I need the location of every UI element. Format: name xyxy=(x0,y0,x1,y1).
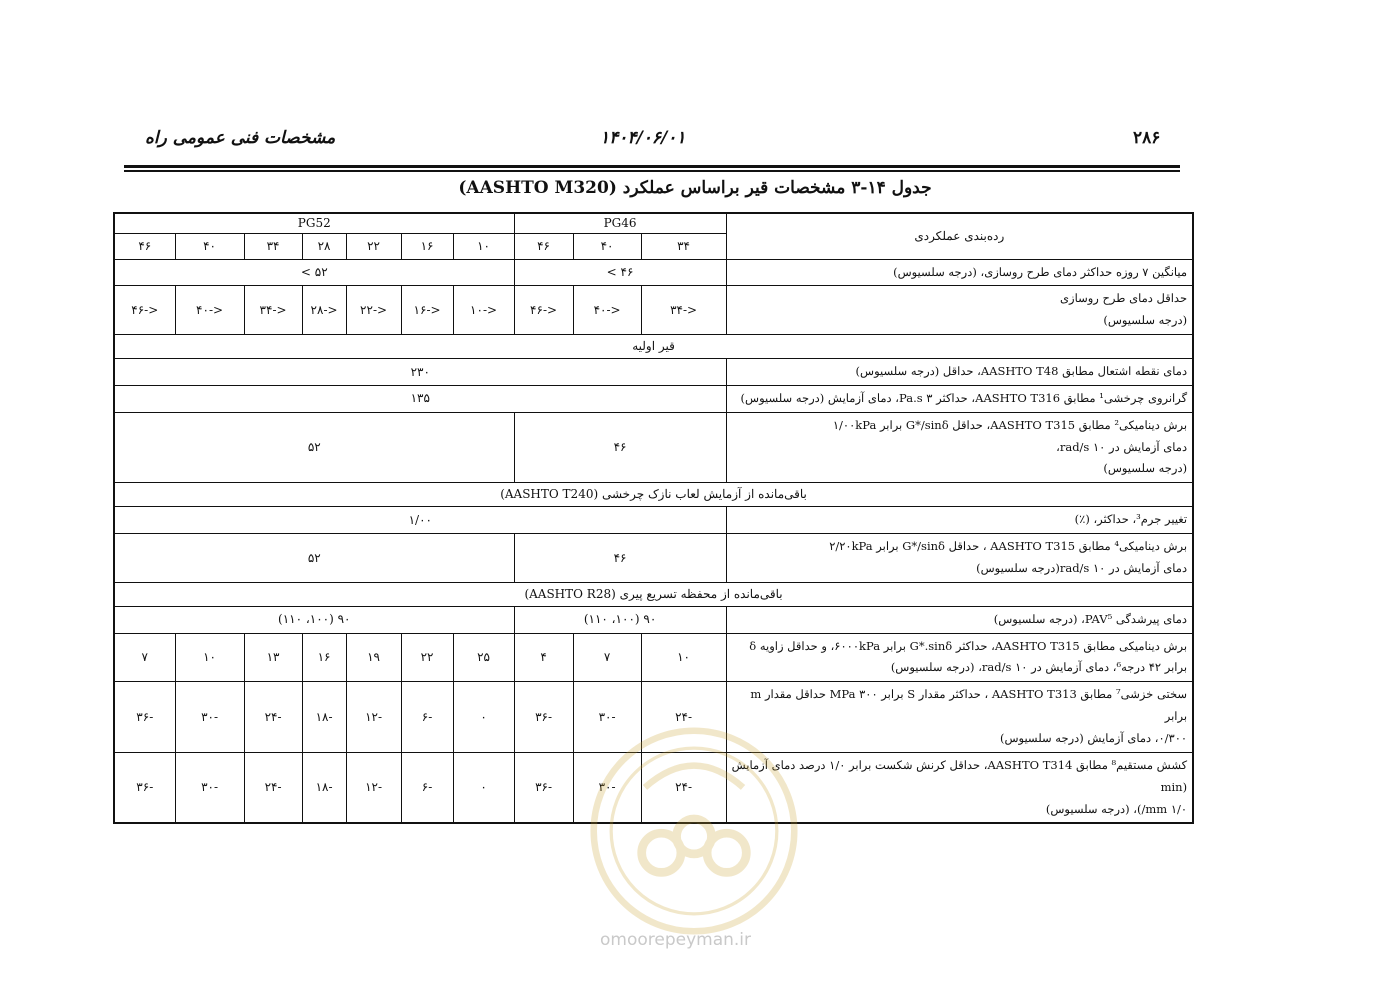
dsr-rtfo-label-line: دمای آزمایش در ۱۰ rad/s(درجه سلسیوس) xyxy=(976,560,1188,575)
grade-cell: ۴۰ xyxy=(175,233,244,259)
dsr-pav-label-line: برش دینامیکی مطابق AASHTO T315، حداکثر G*.sinδ برابر ۶۰۰۰kPa، و حداقل زاویه δ xyxy=(749,638,1188,653)
dsr-pav-cell: ۱۳ xyxy=(244,633,302,682)
dsr-rtfo-pg52: ۵۲ xyxy=(114,534,514,583)
dsr-pav-label xyxy=(726,633,1193,682)
dsr-original-label xyxy=(726,412,1193,483)
creep-stiffness-cell: ۰ xyxy=(453,682,514,753)
document-date: ۱۴۰۴/۰۶/۰۱ xyxy=(600,128,686,148)
dsr-pav-label-line: برابر ۴۲ درجه⁶، دمای آزمایش در ۱۰ rad/s، (درجه سلسیوس) xyxy=(890,660,1188,675)
pav-pg46: ۹۰ (۱۰۰، ۱۱۰) xyxy=(514,606,726,633)
min-temp-cell: <-۳۴ xyxy=(244,286,302,335)
header-rule xyxy=(124,165,1180,168)
creep-stiffness-cell: -۳۰ xyxy=(573,682,641,753)
flash-point-label: دمای نقطه اشتعال مطابق AASHTO T48، حداقل (درجه سلسیوس) xyxy=(726,359,1193,386)
grade-cell: ۲۲ xyxy=(346,233,401,259)
grade-cell: ۴۶ xyxy=(514,233,573,259)
grade-cell: ۴۶ xyxy=(114,233,175,259)
min-temp-cell: <-۴۶ xyxy=(114,286,175,335)
creep-stiffness-cell: -۱۸ xyxy=(302,682,346,753)
direct-tension-cell: ۰ xyxy=(453,752,514,823)
direct-tension-label-line: کشش مستقیم⁸ مطابق AASHTO T314، حداقل کرنش شکست برابر ۱/۰ درصد دمای آزمایش (min xyxy=(731,757,1188,794)
dsr-pav-cell: ۷ xyxy=(573,633,641,682)
creep-stiffness-label-line: سختی خزشی⁷ مطابق AASHTO T313 ، حداکثر مقدار S برابر ۳۰۰ MPa حداقل مقدار m برابر xyxy=(750,687,1188,724)
direct-tension-cell: -۱۲ xyxy=(346,752,401,823)
section-pav: باقی‌مانده از محفظه تسریع پیری (AASHTO R28) xyxy=(114,582,1193,606)
table-title: جدول ۱۴-۳ مشخصات قیر براساس عملکرد (AASHTO M320) xyxy=(458,178,932,198)
creep-stiffness-cell: -۶ xyxy=(401,682,453,753)
direct-tension-cell: -۳۰ xyxy=(573,752,641,823)
dsr-pav-cell: ۲۵ xyxy=(453,633,514,682)
min-temp-cell: <-۳۴ xyxy=(641,286,726,335)
min-temp-cell: <-۱۶ xyxy=(401,286,453,335)
direct-tension-label-line: ۱/۰ mm/)، (درجه سلسیوس) xyxy=(1045,801,1188,816)
dsr-original-label-line: برش دینامیکی² مطابق AASHTO T315، حداقل G*/sinδ برابر ۱/۰۰kPa xyxy=(832,417,1188,432)
min-temp-cell: <-۴۰ xyxy=(175,286,244,335)
section-original-binder: قیر اولیه xyxy=(114,335,1193,359)
creep-stiffness-cell: -۳۰ xyxy=(175,682,244,753)
page-number: ۲۸۶ xyxy=(1133,128,1161,148)
min-temp-label-line: حداقل دمای طرح روسازی xyxy=(1060,291,1188,306)
grade-cell: ۴۰ xyxy=(573,233,641,259)
viscosity-label: گرانروی چرخشی¹ مطابق AASHTO T316، حداکثر Pa.s ۳، دمای آزمایش (درجه سلسیوس) xyxy=(726,385,1193,412)
grade-header: رده‌بندی عملکردی xyxy=(726,213,1193,259)
dsr-original-label-line: دمای آزمایش در ۱۰ rad/s، xyxy=(1056,439,1188,454)
pg46-header: PG46 xyxy=(514,213,726,233)
min-temp-label-line: (درجه سلسیوس) xyxy=(1103,313,1188,328)
creep-stiffness-cell: -۱۲ xyxy=(346,682,401,753)
direct-tension-cell: -۳۶ xyxy=(114,752,175,823)
direct-tension-cell: -۶ xyxy=(401,752,453,823)
creep-stiffness-cell: -۲۴ xyxy=(641,682,726,753)
dsr-rtfo-label-line: برش دینامیکی⁴ مطابق AASHTO T315 ، حداقل G*/sinδ برابر ۲/۲۰kPa xyxy=(829,539,1188,554)
direct-tension-cell: -۳۶ xyxy=(514,752,573,823)
min-temp-cell: <-۴۶ xyxy=(514,286,573,335)
dsr-rtfo-pg46: ۴۶ xyxy=(514,534,726,583)
avg-max-temp-label: میانگین ۷ روزه حداکثر دمای طرح روسازی، (درجه سلسیوس) xyxy=(726,259,1193,286)
section-rtfo: باقی‌مانده از آزمایش لعاب نازک چرخشی (AASHTO T240) xyxy=(114,483,1193,507)
dsr-original-pg52: ۵۲ xyxy=(114,412,514,483)
watermark-url: omoorepeyman.ir xyxy=(600,930,752,950)
dsr-original-label-line: (درجه سلسیوس) xyxy=(1103,461,1188,476)
dsr-pav-cell: ۱۶ xyxy=(302,633,346,682)
min-temp-cell: <-۱۰ xyxy=(453,286,514,335)
min-temp-label xyxy=(726,286,1193,335)
grade-cell: ۳۴ xyxy=(244,233,302,259)
dsr-pav-cell: ۱۰ xyxy=(641,633,726,682)
creep-stiffness-label-line: ۰/۳۰۰، دمای آزمایش (درجه سلسیوس) xyxy=(1000,731,1188,745)
mass-change-value: ۱/۰۰ xyxy=(114,507,726,534)
direct-tension-cell: -۱۸ xyxy=(302,752,346,823)
document-title: مشخصات فنی عمومی راه xyxy=(145,128,336,148)
flash-point-value: ۲۳۰ xyxy=(114,359,726,386)
direct-tension-cell: -۲۴ xyxy=(244,752,302,823)
dsr-pav-cell: ۴ xyxy=(514,633,573,682)
dsr-original-pg46: ۴۶ xyxy=(514,412,726,483)
viscosity-value: ۱۳۵ xyxy=(114,385,726,412)
watermark-logo xyxy=(585,722,803,940)
grade-cell: ۱۰ xyxy=(453,233,514,259)
avg-max-pg52: ۵۲ > xyxy=(114,259,514,286)
min-temp-cell: <-۲۸ xyxy=(302,286,346,335)
avg-max-pg46: ۴۶ > xyxy=(514,259,726,286)
direct-tension-cell: -۳۰ xyxy=(175,752,244,823)
direct-tension-cell: -۲۴ xyxy=(641,752,726,823)
creep-stiffness-cell: -۳۶ xyxy=(114,682,175,753)
pav-pg52: ۹۰ (۱۰۰، ۱۱۰) xyxy=(114,606,514,633)
pg52-header: PG52 xyxy=(114,213,514,233)
dsr-pav-cell: ۲۲ xyxy=(401,633,453,682)
grade-cell: ۲۸ xyxy=(302,233,346,259)
mass-change-label: تغییر جرم³، حداکثر، (٪) xyxy=(726,507,1193,534)
dsr-pav-cell: ۱۰ xyxy=(175,633,244,682)
dsr-pav-cell: ۱۹ xyxy=(346,633,401,682)
pav-temp-label: دمای پیرشدگی PAV⁵، (درجه سلسیوس) xyxy=(726,606,1193,633)
grade-cell: ۳۴ xyxy=(641,233,726,259)
dsr-rtfo-label xyxy=(726,534,1193,583)
header-rule-thin xyxy=(124,170,1180,172)
grade-cell: ۱۶ xyxy=(401,233,453,259)
creep-stiffness-cell: -۳۶ xyxy=(514,682,573,753)
min-temp-cell: <-۲۲ xyxy=(346,286,401,335)
min-temp-cell: <-۴۰ xyxy=(573,286,641,335)
creep-stiffness-cell: -۲۴ xyxy=(244,682,302,753)
dsr-pav-cell: ۷ xyxy=(114,633,175,682)
